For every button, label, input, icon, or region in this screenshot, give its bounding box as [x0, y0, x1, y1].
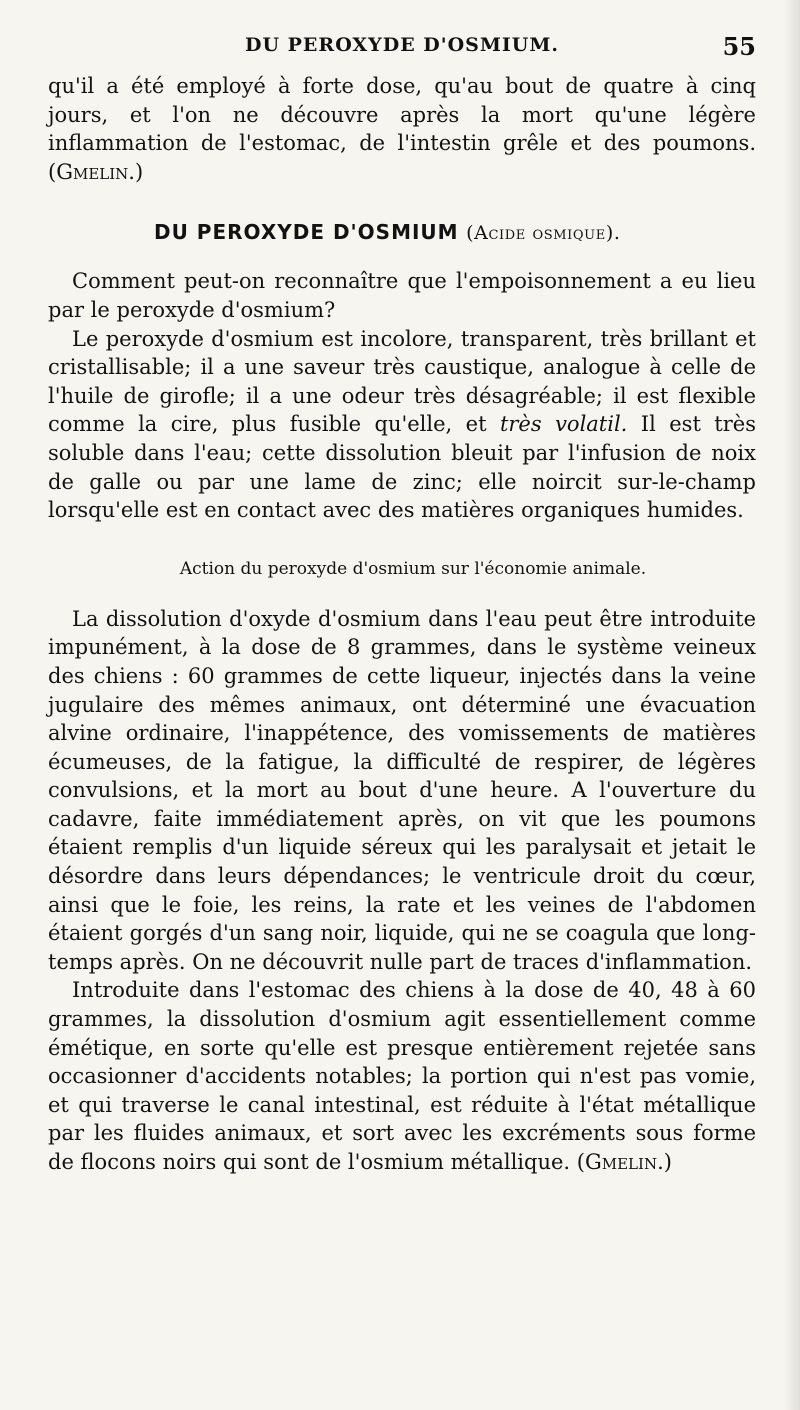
page-edge-shadow	[784, 0, 800, 1410]
page-content	[48, 34, 756, 1177]
description-part-1: Le peroxyde d'osmium est incolore, transparent, très brillant et cristallisable; il a une saveur très caustique, analogue à celle de l'huile de girofle; il a une odeur très désagréable; il est flexible comme la cire, plus fusible qu'elle, et	[48, 326, 756, 437]
stomach-text: Introduite dans l'estomac des chiens à la dose de 40, 48 à 60 grammes, la dissolution d'osmium agit essentiellement comme émétique, en sorte qu'elle est presque entièrement rejetée sans occasionner d'accidents notables; la portion qui n'est pas vomie, et qui traverse le canal intestinal, est réduite à l'état métallique par les fluides animaux, et sort avec les excréments sous forme de flocons noirs qui sont de l'osmium métallique. (	[48, 978, 756, 1174]
opening-line-1: qu'il a été employé à forte dose, qu'au bout de quatre à cinq jours,	[48, 74, 756, 127]
running-title: DU PEROXYDE D'OSMIUM.	[244, 34, 559, 56]
section-title	[154, 220, 756, 244]
stomach-citation-close: )	[663, 1150, 672, 1174]
page-number: 55	[722, 32, 756, 61]
description-part-2: Il est très soluble dans l'eau; cette dissolution bleuit par l'infusion de noix de galle ou par une lame de zinc; elle noircit sur-le-champ lorsqu'elle est en contact avec des matières organiques humides.	[48, 412, 756, 523]
running-header	[48, 34, 756, 66]
description-paragraph	[48, 325, 756, 525]
opening-paragraph	[48, 72, 756, 186]
opening-line-3: l'estomac, de l'intestin grêle et des poumons. (	[48, 131, 756, 184]
description-emphasis: très volatil.	[499, 412, 628, 437]
section-title-main: DU PEROXYDE D'OSMIUM	[154, 220, 459, 245]
action-paragraph: La dissolution d'oxyde d'osmium dans l'eau peut être introduite impunément, à la dose de 8 grammes, dans le système veineux des chiens : 60 grammes de cette liqueur, injectés dans la veine jugulaire des mêmes animaux, ont déterminé une évacuation alvine ordinaire, l'inappétence, des vomissements de matières écumeuses, de la fatigue, la difficulté de respirer, de légères convulsions, et la mort au bout d'une heure. A l'ouverture du cadavre, faite immédiatement après, on vit que les poumons étaient remplis d'un liquide séreux qui les paralysait et jetait le désordre dans leurs dépendances; le ventricule droit du cœur, ainsi que le foie, les reins, la rate et les veines de l'abdomen étaient gorgés d'un sang noir, liquide, qui ne se coagula que long-temps après. On ne découvrit nulle part de traces d'inflammation.	[48, 606, 756, 974]
opening-line-2: et l'on ne découvre après la mort qu'une légère inflammation de	[48, 102, 756, 156]
stomach-paragraph	[48, 976, 756, 1176]
question-paragraph: Comment peut-on reconnaître que l'empoisonnement a eu lieu par le peroxyde d'osmium?	[48, 269, 756, 322]
subsection-heading: Action du peroxyde d'osmium sur l'économie animale.	[179, 558, 647, 579]
section-title-subtitle: (Acide osmique).	[466, 222, 621, 245]
section-body-2	[48, 605, 756, 1177]
stomach-citation: Gmelin.	[584, 1150, 664, 1174]
opening-citation-close: )	[134, 159, 144, 184]
section-body-1	[48, 267, 756, 524]
opening-citation: Gmelin.	[56, 159, 135, 184]
